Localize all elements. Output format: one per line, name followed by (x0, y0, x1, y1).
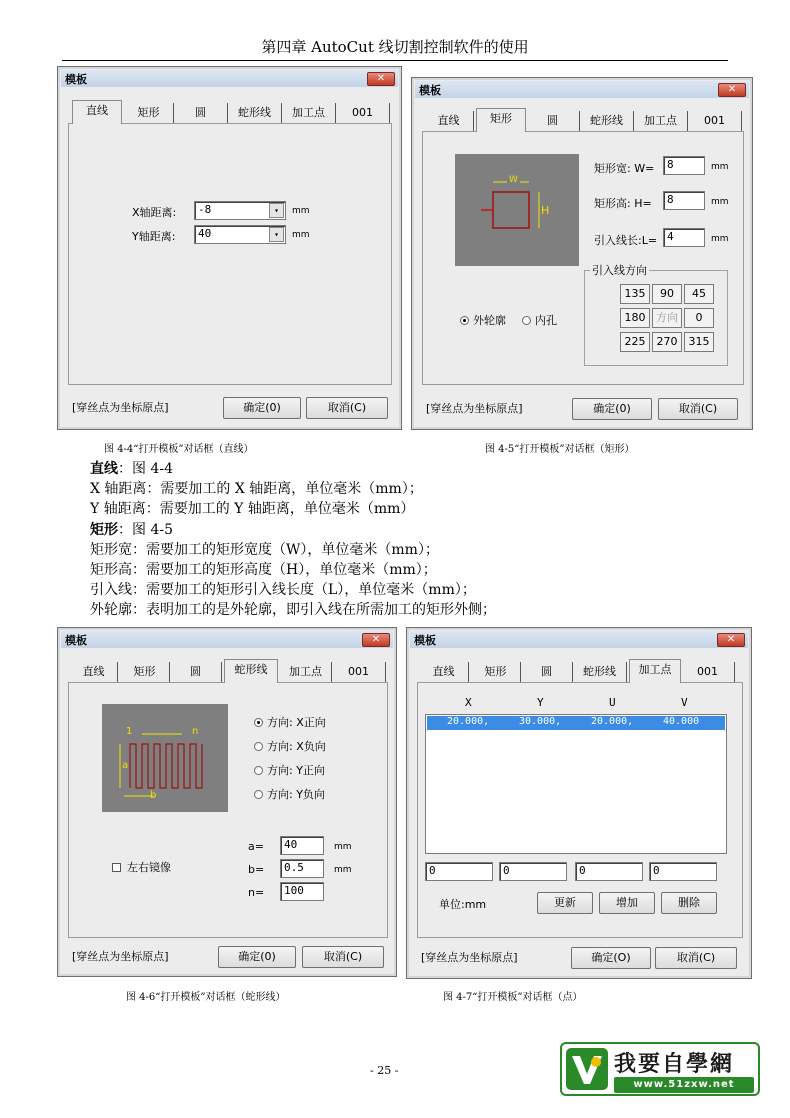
tab-line[interactable]: 直线 (72, 100, 122, 124)
ok-button[interactable]: 确定(0) (218, 946, 296, 968)
dialog-line (57, 66, 402, 430)
rect-ref: ：图 4-5 (118, 522, 173, 538)
radio-icon (254, 742, 263, 751)
dir-center-button: 方向 (652, 308, 682, 328)
row-u-value: 20.000, (591, 716, 634, 727)
preview-a-label: a (122, 760, 129, 771)
logo-v-icon (566, 1048, 608, 1090)
dir-y-neg-label: 方向: Y负向 (267, 788, 325, 801)
dialog-title: 模板 (419, 84, 441, 97)
tab-panel (68, 123, 392, 385)
tab-001[interactable]: 001 (332, 662, 386, 682)
unit-label: mm (711, 162, 729, 172)
tab-rect[interactable]: 矩形 (476, 108, 526, 132)
tab-snake[interactable]: 蛇形线 (224, 659, 278, 683)
update-button[interactable]: 更新 (537, 892, 593, 914)
tab-snake[interactable]: 蛇形线 (580, 111, 634, 131)
delete-button[interactable]: 删除 (661, 892, 717, 914)
close-icon[interactable]: ✕ (367, 72, 395, 86)
caption-fig47: 图 4-7“打开模板”对话框（点） (443, 992, 583, 1003)
b-input[interactable]: 0.5 (280, 859, 324, 878)
rect-preview-svg (455, 154, 579, 266)
rect-heading: 矩形 (90, 522, 118, 538)
y-distance-label: Y轴距离: (132, 230, 176, 243)
tab-rect[interactable]: 矩形 (120, 662, 170, 682)
tab-snake[interactable]: 蛇形线 (573, 662, 627, 682)
logo-title: 我要自學網 (614, 1052, 735, 1077)
rect-section-heading (90, 521, 173, 540)
row-v-value: 40.000 (663, 716, 700, 727)
tab-point[interactable]: 加工点 (280, 662, 332, 682)
tab-snake[interactable]: 蛇形线 (228, 103, 282, 123)
n-input[interactable]: 100 (280, 882, 324, 901)
a-label: a= (248, 840, 264, 853)
dir-270-button[interactable]: 270 (652, 332, 682, 352)
dir-315-button[interactable]: 315 (684, 332, 714, 352)
caption-fig45: 图 4-5“打开模板”对话框（矩形） (485, 444, 635, 455)
rect-width-label: 矩形宽: W= (594, 162, 655, 175)
tab-line[interactable]: 直线 (419, 662, 469, 682)
radio-selected-icon (254, 718, 263, 727)
lead-direction-title: 引入线方向 (592, 264, 647, 277)
x-distance-label: X轴距离: (132, 206, 177, 219)
dialog-title: 模板 (65, 634, 87, 647)
v-input[interactable]: 0 (649, 862, 717, 881)
dir-x-neg-label: 方向: X负向 (267, 740, 326, 753)
title-bar (61, 631, 393, 648)
origin-note: [穿丝点为坐标原点] (72, 950, 169, 963)
tab-line[interactable]: 直线 (70, 662, 118, 682)
x-input[interactable]: 0 (425, 862, 493, 881)
dir-y-pos-radio[interactable] (254, 762, 325, 778)
outer-label: 外轮廓 (473, 314, 506, 327)
u-input[interactable]: 0 (575, 862, 643, 881)
cancel-button[interactable]: 取消(C) (302, 946, 384, 968)
dir-y-pos-label: 方向: Y正向 (267, 764, 325, 777)
origin-note: [穿丝点为坐标原点] (426, 402, 523, 415)
rect-preview (455, 154, 579, 266)
ok-button[interactable]: 确定(O) (571, 947, 651, 969)
x-distance-combo[interactable] (194, 201, 286, 220)
checkbox-icon (112, 863, 121, 872)
dialog-title: 模板 (414, 634, 436, 647)
dir-y-neg-radio[interactable] (254, 786, 325, 802)
body-line-1: X 轴距离：需要加工的 X 轴距离，单位毫米（mm）； (90, 481, 423, 497)
tab-rect[interactable]: 矩形 (471, 662, 521, 682)
dir-0-button[interactable]: 0 (684, 308, 714, 328)
close-icon[interactable]: ✕ (717, 633, 745, 647)
tab-line[interactable]: 直线 (424, 111, 474, 131)
body-line-5: 引入线：需要加工的矩形引入线长度（L），单位毫米（mm）； (90, 582, 476, 598)
logo-mark-icon (566, 1048, 608, 1090)
cancel-button[interactable]: 取消(C) (306, 397, 388, 419)
dialog-rect (411, 77, 753, 430)
tab-001[interactable]: 001 (688, 111, 742, 131)
cancel-button[interactable]: 取消(C) (655, 947, 737, 969)
rect-height-input[interactable]: 8 (663, 191, 705, 210)
line-heading: 直线 (90, 461, 118, 477)
tab-circle[interactable]: 圆 (526, 111, 580, 131)
y-distance-combo[interactable] (194, 225, 286, 244)
b-label: b= (248, 863, 265, 876)
title-bar (61, 70, 398, 87)
unit-label: mm (711, 197, 729, 207)
dialog-title: 模板 (65, 73, 87, 86)
tab-001[interactable]: 001 (336, 103, 390, 123)
rect-width-input[interactable]: 8 (663, 156, 705, 175)
body-line-3: 矩形宽：需要加工的矩形宽度（W），单位毫米（mm）； (90, 542, 439, 558)
dialog-snake (57, 627, 397, 977)
dir-x-pos-label: 方向: X正向 (267, 716, 326, 729)
tab-001[interactable]: 001 (681, 662, 735, 682)
line-section-heading (90, 460, 173, 479)
preview-h-label: H (541, 204, 550, 217)
dir-225-button[interactable]: 225 (620, 332, 650, 352)
radio-icon (254, 790, 263, 799)
unit-label: mm (711, 234, 729, 244)
row-y-value: 30.000, (519, 716, 562, 727)
preview-1-label: 1 (126, 726, 133, 737)
dir-x-pos-radio[interactable] (254, 714, 326, 730)
ok-button[interactable]: 确定(0) (223, 397, 301, 419)
cancel-button[interactable]: 取消(C) (658, 398, 738, 420)
dir-90-button[interactable]: 90 (652, 284, 682, 304)
caption-fig46: 图 4-6“打开模板”对话框（蛇形线） (126, 992, 286, 1003)
lead-length-input[interactable]: 4 (663, 228, 705, 247)
a-input[interactable]: 40 (280, 836, 324, 855)
unit-label: mm (334, 865, 352, 875)
origin-note: [穿丝点为坐标原点] (72, 401, 169, 414)
x-distance-value: -8 (198, 203, 212, 216)
y-distance-value: 40 (198, 227, 212, 240)
origin-note: [穿丝点为坐标原点] (421, 951, 518, 964)
body-line-6: 外轮廓：表明加工的是外轮廓，即引入线在所需加工的矩形外侧； (90, 602, 496, 618)
add-button[interactable]: 增加 (599, 892, 655, 914)
preview-w-label: W (509, 175, 518, 185)
caption-fig44: 图 4-4“打开模板”对话框（直线） (104, 444, 254, 455)
inner-label: 内孔 (535, 314, 557, 327)
lead-length-label: 引入线长:L= (594, 234, 658, 247)
col-v-header: V (681, 696, 688, 709)
preview-b-label: b (150, 790, 157, 801)
preview-n-label: n (192, 726, 199, 737)
page-number: - 25 - (370, 1064, 399, 1077)
snake-preview-svg (102, 704, 228, 812)
tab-point[interactable]: 加工点 (634, 111, 688, 131)
tab-circle[interactable]: 圆 (170, 662, 222, 682)
row-x-value: 20.000, (447, 716, 490, 727)
n-label: n= (248, 886, 265, 899)
unit-label: 单位:mm (439, 898, 487, 911)
chevron-down-icon[interactable]: ▾ (269, 227, 284, 242)
site-logo (560, 1042, 760, 1096)
tab-rect[interactable]: 矩形 (124, 103, 174, 123)
title-bar (415, 81, 749, 98)
inner-radio[interactable] (522, 312, 557, 328)
title-bar (410, 631, 748, 648)
dir-x-neg-radio[interactable] (254, 738, 326, 754)
chapter-header: 第四章 AutoCut 线切割控制软件的使用 (261, 38, 529, 56)
col-y-header: Y (537, 696, 544, 709)
close-icon[interactable]: ✕ (718, 83, 746, 97)
radio-icon (522, 316, 531, 325)
dir-135-button[interactable]: 135 (620, 284, 650, 304)
close-icon[interactable]: ✕ (362, 633, 390, 647)
ok-button[interactable]: 确定(0) (572, 398, 652, 420)
tab-point[interactable]: 加工点 (282, 103, 336, 123)
tab-circle[interactable]: 圆 (174, 103, 228, 123)
dir-45-button[interactable]: 45 (684, 284, 714, 304)
chevron-down-icon[interactable]: ▾ (269, 203, 284, 218)
radio-icon (254, 766, 263, 775)
point-list[interactable] (425, 714, 727, 854)
col-u-header: U (609, 696, 616, 709)
mirror-checkbox[interactable] (112, 859, 171, 875)
unit-label: mm (292, 206, 310, 216)
mirror-label: 左右镜像 (127, 861, 171, 874)
body-line-4: 矩形高：需要加工的矩形高度（H），单位毫米（mm）； (90, 562, 437, 578)
outer-radio[interactable] (460, 312, 506, 328)
body-line-2: Y 轴距离：需要加工的 Y 轴距离，单位毫米（mm） (90, 501, 415, 517)
dir-180-button[interactable]: 180 (620, 308, 650, 328)
dialog-point (406, 627, 752, 979)
y-input[interactable]: 0 (499, 862, 567, 881)
snake-preview (102, 704, 228, 812)
rect-height-label: 矩形高: H= (594, 197, 652, 210)
logo-url: www.51zxw.net (614, 1077, 754, 1093)
unit-label: mm (334, 842, 352, 852)
tab-point[interactable]: 加工点 (629, 659, 681, 683)
header-divider (62, 60, 728, 61)
unit-label: mm (292, 230, 310, 240)
col-x-header: X (465, 696, 472, 709)
tab-circle[interactable]: 圆 (521, 662, 573, 682)
line-ref: ：图 4-4 (118, 461, 173, 477)
radio-selected-icon (460, 316, 469, 325)
